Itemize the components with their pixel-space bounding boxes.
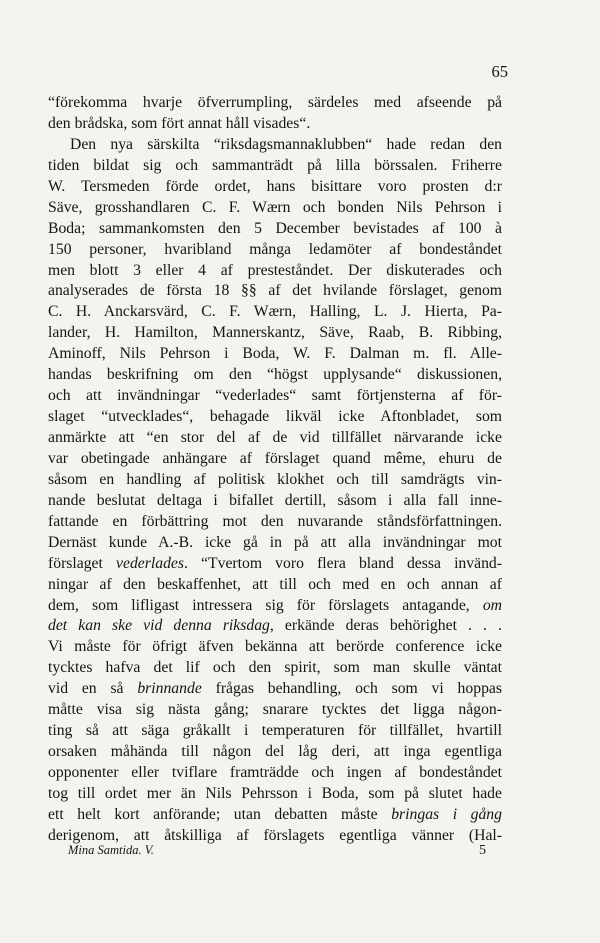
text-line: den brådska, som fört annat håll visades“. [48, 114, 311, 132]
text-line: Dernäst kunde A.-B. icke gå in på att alla invändningar mot [48, 533, 502, 551]
text-line: Vi måste för öfrigt äfven bekänna att berörde conference icke [48, 638, 502, 656]
text-line: C. H. Anckarsvärd, C. F. Wærn, Halling, L. J. Hierta, Pa- [48, 303, 502, 321]
signature-line: Mina Samtida. V. [68, 843, 154, 857]
text-line: Aminoff, Nils Pehrson i Boda, W. F. Dalman m. fl. Alle- [48, 345, 502, 363]
page-number: 65 [491, 62, 508, 81]
text-line: handas beskrifning om den “högst upplysande“ diskussionen, [48, 366, 502, 384]
text-line: måtte visa sig nästa gång; snarare tycktes det ligga någon- [48, 701, 502, 719]
text-line: lander, H. Hamilton, Mannerskantz, Säve, Raab, B. Ribbing, [48, 324, 502, 342]
text-line: Boda; sammankomsten den 5 December bevistades af 100 à [48, 219, 502, 237]
text-line: dem, som lifligast intressera sig för förslagets antagande, om [48, 596, 502, 614]
text-line: Den nya särskilta “riksdagsmannaklubben“ hade redan den [70, 135, 502, 153]
text-line: opponenter eller tviflare framträdde och ingen af bondeståndet [48, 764, 502, 781]
text-line: det kan ske vid denna riksdag, erkände deras behörighet . . . [48, 617, 502, 635]
text-line: Säve, grosshandlaren C. F. Wærn och bonden Nils Pehrson i [48, 198, 502, 216]
text-line: vid en så brinnande frågas behandling, och som vi hoppas [48, 680, 502, 698]
text-line: slaget “utvecklades“, behagade likväl icke Aftonbladet, som [48, 408, 502, 426]
text-line: ett helt kort anförande; utan debatten måste bringas i gång [48, 805, 502, 823]
text-line: orsaken måhända till någon del låg deri, att inga egentliga [48, 743, 502, 761]
text-line: tog till ordet mer än Nils Pehrsson i Boda, som på slutet hade [48, 784, 502, 802]
text-line: var obetingade anhängare af förslaget quand même, ehuru de [48, 449, 502, 467]
text-line: såsom en handling af politisk klokhet och till samdrägts vin- [48, 470, 502, 488]
text-line: anmärkte att “en stor del af de vid tillfället närvarande icke [48, 429, 502, 446]
text-line: 150 personer, hvaribland många ledamöter af bondeståndet [48, 240, 502, 258]
text-line: men blott 3 eller 4 af presteståndet. Der diskuterades och [48, 261, 502, 279]
text-line: “förekomma hvarje öfverrumpling, särdeles med afseende på [48, 94, 502, 111]
text-line: förslaget vederlades. “Tvertom voro flera bland dessa invänd- [48, 554, 502, 572]
text-line: ting så att säga gråkallt i temperaturen för tillfället, hvartill [48, 722, 502, 740]
sheet-mark: 5 [479, 843, 486, 858]
body-text [48, 93, 502, 847]
text-line: W. Tersmeden förde ordet, hans bisittare voro prosten d:r [48, 177, 502, 195]
text-line: derigenom, att åtskilliga af förslagets egentliga vänner (Hal- [48, 826, 502, 844]
text-line: tiden bildat sig och sammanträdt på lilla börssalen. Friherre [48, 156, 502, 174]
text-line: fattande en förbättring mot den nuvarande ståndsförfattningen. [48, 512, 502, 530]
text-line: nande beslutat deltaga i bifallet dertill, såsom i alla fall inne- [48, 491, 502, 509]
text-line: och att invändningar “vederlades“ samt förtjensterna af för- [48, 387, 502, 405]
text-line: ningar af den beskaffenhet, att till och med en och annan af [48, 575, 502, 593]
text-line: tycktes hafva det lif och den spirit, som man skulle väntat [48, 659, 502, 677]
text-line: analyserades de första 18 §§ af det hvilande förslaget, genom [48, 282, 502, 300]
